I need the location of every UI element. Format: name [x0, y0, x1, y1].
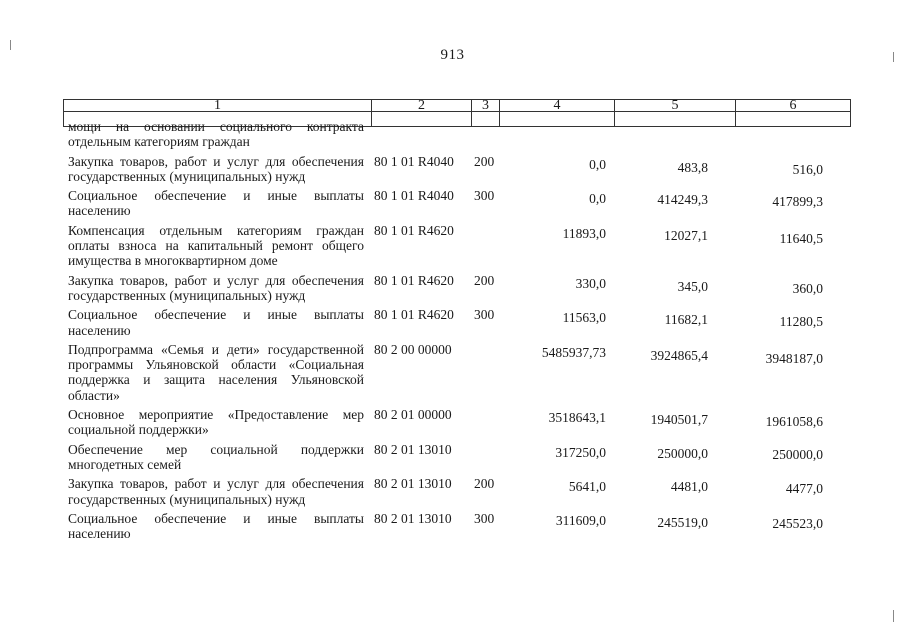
row-value-5: 3924865,4: [650, 347, 708, 363]
row-type: 200: [474, 272, 495, 288]
row-code: 80 1 01 R4620: [374, 307, 454, 323]
table-row: [66, 307, 856, 338]
row-type: 200: [474, 153, 495, 169]
table-row: [66, 119, 856, 150]
row-value-4: 317250,0: [555, 444, 606, 460]
col-header-1: 1: [64, 100, 372, 112]
row-value-4: 5641,0: [568, 479, 606, 495]
row-value-4: 5485937,73: [541, 344, 606, 360]
row-value-5: 345,0: [677, 278, 708, 294]
scan-mark: [893, 52, 894, 62]
row-value-6: 11640,5: [779, 230, 823, 246]
row-type: 300: [474, 188, 495, 204]
row-name: Закупка товаров, работ и услуг для обеспечения государственных (муниципальных) нужд: [68, 476, 364, 507]
table-row: [66, 154, 856, 185]
table-row: [66, 407, 856, 438]
row-value-6: 516,0: [792, 161, 823, 177]
row-name: Социальное обеспечение и иные выплаты населению: [68, 307, 364, 338]
row-value-4: 311609,0: [555, 512, 606, 528]
col-header-3: 3: [472, 100, 500, 112]
row-code: 80 1 01 R4040: [374, 153, 454, 169]
row-name: Социальное обеспечение и иные выплаты населению: [68, 188, 364, 219]
page-number: 913: [440, 47, 465, 63]
row-value-6: 4477,0: [785, 481, 823, 497]
row-type: 300: [474, 307, 495, 323]
table-row: [66, 511, 856, 542]
row-code: 80 1 01 R4620: [374, 272, 454, 288]
table-row: [66, 188, 856, 219]
row-value-5: 414249,3: [657, 192, 708, 208]
table-row: [66, 223, 856, 269]
row-value-6: 1961058,6: [765, 414, 823, 430]
row-value-5: 245519,0: [657, 514, 708, 530]
row-code: 80 2 01 00000: [374, 407, 452, 423]
row-value-4: 0,0: [589, 156, 606, 172]
table-row: [66, 476, 856, 507]
row-code: 80 2 01 13010: [374, 476, 452, 492]
row-code: 80 2 00 00000: [374, 341, 452, 357]
scan-mark: [10, 40, 11, 50]
row-value-5: 11682,1: [664, 312, 708, 328]
row-value-6: 250000,0: [772, 446, 823, 462]
row-value-5: 4481,0: [670, 479, 708, 495]
row-value-6: 417899,3: [772, 194, 823, 210]
row-value-4: 0,0: [589, 191, 606, 207]
row-value-5: 12027,1: [664, 227, 708, 243]
col-header-2: 2: [372, 100, 472, 112]
row-name: Социальное обеспечение и иные выплаты населению: [68, 510, 364, 542]
row-code: 80 1 01 R4620: [374, 222, 454, 238]
row-name: Основное мероприятие «Предоставление мер социальной поддержки»: [68, 407, 364, 438]
row-value-5: 483,8: [677, 159, 708, 175]
row-name: Закупка товаров, работ и услуг для обеспечения государственных (муниципальных) нужд: [68, 272, 364, 303]
row-value-5: 1940501,7: [650, 412, 708, 428]
row-code: 80 2 01 13010: [374, 441, 452, 457]
row-name: Компенсация отдельным категориям граждан оплаты взноса на капитальный ремонт общего имущества в многоквартирном доме: [68, 222, 364, 269]
table-row: [66, 273, 856, 304]
table-body: [66, 119, 856, 541]
row-value-6: 245523,0: [772, 515, 823, 531]
table-row: [66, 342, 856, 403]
row-name: мощи на основании социального контракта отдельным категориям граждан: [68, 119, 364, 150]
row-value-6: 360,0: [792, 280, 823, 296]
row-value-5: 250000,0: [657, 445, 708, 461]
row-name: Обеспечение мер социальной поддержки многодетных семей: [68, 441, 364, 472]
row-type: 200: [474, 476, 495, 492]
row-code: 80 2 01 13010: [374, 510, 452, 526]
col-header-5: 5: [615, 100, 736, 112]
row-code: 80 1 01 R4040: [374, 188, 454, 204]
row-value-4: 330,0: [575, 275, 606, 291]
row-value-6: 3948187,0: [765, 350, 823, 366]
scan-mark: [893, 610, 894, 622]
row-value-4: 11563,0: [562, 310, 606, 326]
row-value-6: 11280,5: [779, 314, 823, 330]
col-header-4: 4: [500, 100, 615, 112]
table-row: [66, 442, 856, 473]
row-type: 300: [474, 510, 495, 526]
row-value-4: 11893,0: [562, 225, 606, 241]
row-value-4: 3518643,1: [548, 410, 606, 426]
row-name: Закупка товаров, работ и услуг для обеспечения государственных (муниципальных) нужд: [68, 153, 364, 184]
col-header-6: 6: [736, 100, 851, 112]
row-name: Подпрограмма «Семья и дети» государственной программы Ульяновской области «Социальная поддержка и защита населения Ульяновской области»: [68, 341, 364, 403]
